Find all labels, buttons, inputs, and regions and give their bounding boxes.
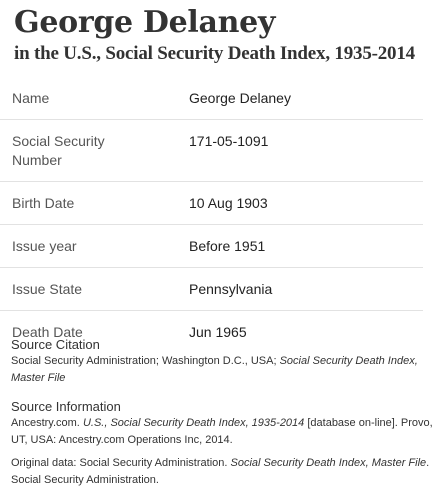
fact-label: Social Security Number bbox=[12, 133, 105, 168]
record-header bbox=[14, 6, 443, 65]
fact-row-birth-date bbox=[0, 182, 423, 225]
source-citation-text bbox=[11, 353, 436, 387]
original-plain: Original data: Social Security Administration. bbox=[11, 457, 231, 469]
fact-row-name bbox=[0, 77, 423, 120]
facts-table bbox=[0, 77, 423, 353]
fact-value: 171-05-1091 bbox=[189, 133, 269, 149]
original-rest: . Social Security Administration. bbox=[11, 457, 430, 486]
fact-value: 10 Aug 1903 bbox=[189, 195, 268, 211]
fact-label: Issue State bbox=[12, 281, 83, 297]
source-information-text bbox=[11, 415, 436, 449]
fact-label: Birth Date bbox=[12, 195, 75, 211]
fact-label: Death Date bbox=[12, 324, 83, 340]
fact-row-issue-year bbox=[0, 225, 423, 268]
source-information-heading: Source Information bbox=[11, 399, 121, 414]
source-citation-heading: Source Citation bbox=[11, 337, 100, 352]
collection-title: in the U.S., Social Security Death Index, 1935-2014 bbox=[14, 43, 415, 64]
fact-row-ssn bbox=[0, 120, 423, 182]
original-data-text bbox=[11, 455, 436, 489]
info-plain: Ancestry.com. bbox=[11, 417, 83, 429]
sources-section bbox=[11, 336, 436, 489]
fact-label: Issue year bbox=[12, 238, 77, 254]
source-information bbox=[11, 398, 436, 449]
fact-value: Jun 1965 bbox=[189, 324, 247, 340]
fact-label: Name bbox=[12, 90, 50, 106]
info-italic: U.S., Social Security Death Index, 1935-2014 bbox=[82, 417, 305, 429]
source-citation bbox=[11, 336, 436, 387]
fact-value: Pennsylvania bbox=[189, 281, 273, 297]
citation-italic: Social Security Death Index, Master File bbox=[11, 355, 418, 384]
info-rest: [database on-line]. Provo, UT, USA: Ancestry.com Operations Inc, 2014. bbox=[11, 417, 433, 446]
fact-value: George Delaney bbox=[189, 90, 291, 106]
fact-value: Before 1951 bbox=[189, 238, 266, 254]
fact-row-issue-state bbox=[0, 268, 423, 311]
person-name-title: George Delaney bbox=[14, 5, 276, 40]
citation-plain: Social Security Administration; Washington D.C., USA; bbox=[11, 355, 280, 367]
original-italic: Social Security Death Index, Master File bbox=[230, 457, 427, 469]
